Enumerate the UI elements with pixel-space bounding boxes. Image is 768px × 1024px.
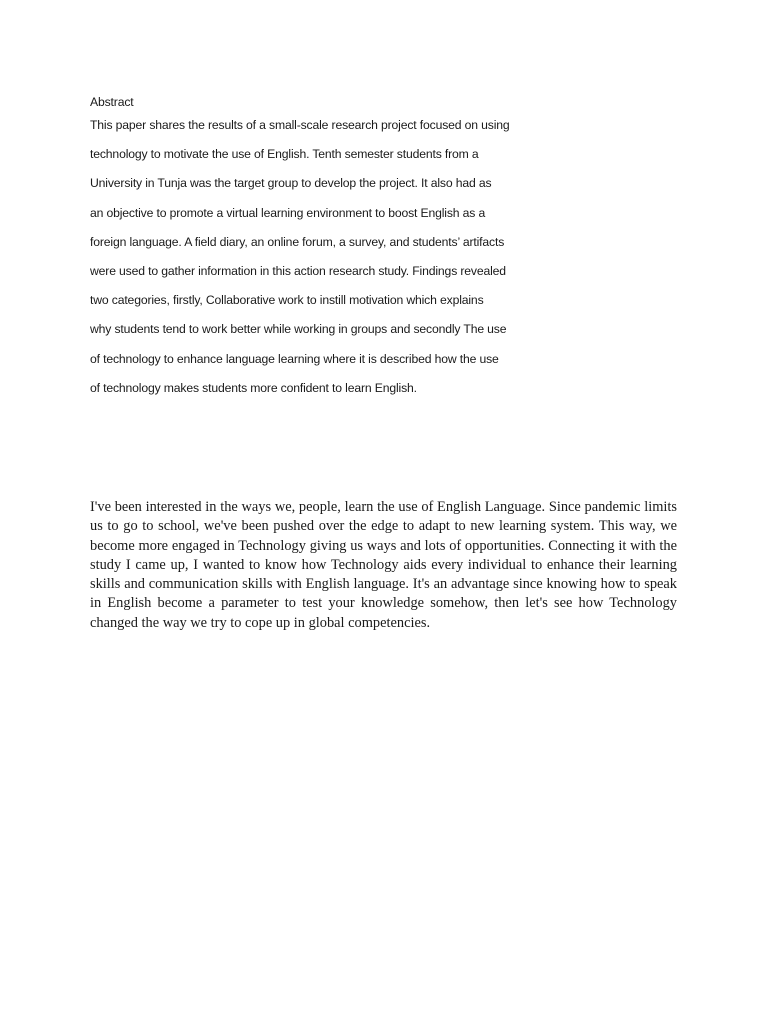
abstract-line: an objective to promote a virtual learning environment to boost English as a	[90, 205, 486, 220]
abstract-line: two categories, firstly, Collaborative work to instill motivation which explains	[90, 293, 484, 308]
abstract-section	[90, 92, 550, 403]
abstract-line: technology to motivate the use of English. Tenth semester students from a	[90, 147, 479, 162]
body-section	[90, 498, 677, 633]
abstract-line: foreign language. A field diary, an online forum, a survey, and students’ artifacts	[90, 234, 505, 249]
abstract-line: of technology makes students more confident to learn English.	[90, 380, 417, 395]
abstract-heading: Abstract	[90, 95, 134, 109]
abstract-line: were used to gather information in this action research study. Findings revealed	[90, 263, 506, 278]
body-paragraph: I've been interested in the ways we, people, learn the use of English Language. Since pandemic limits us to go to school, we've been pushed over the edge to adapt to new learning system. This way, we become more engaged in Technology giving us ways and lots of opportunities. Connecting it with the study I came up, I wanted to know how Technology aids every individual to enhance their learning skills and communication skills with English language. It's an advantage since knowing how to speak in English become a parameter to test your knowledge somehow, then let's see how Technology changed the way we try to cope up in global competencies.	[90, 499, 677, 631]
abstract-text	[90, 111, 550, 403]
abstract-line: This paper shares the results of a small-scale research project focused on using	[90, 118, 510, 132]
abstract-line: of technology to enhance language learning where it is described how the use	[90, 351, 499, 366]
abstract-line: University in Tunja was the target group to develop the project. It also had as	[90, 176, 492, 191]
abstract-line: why students tend to work better while working in groups and secondly The use	[90, 322, 507, 337]
